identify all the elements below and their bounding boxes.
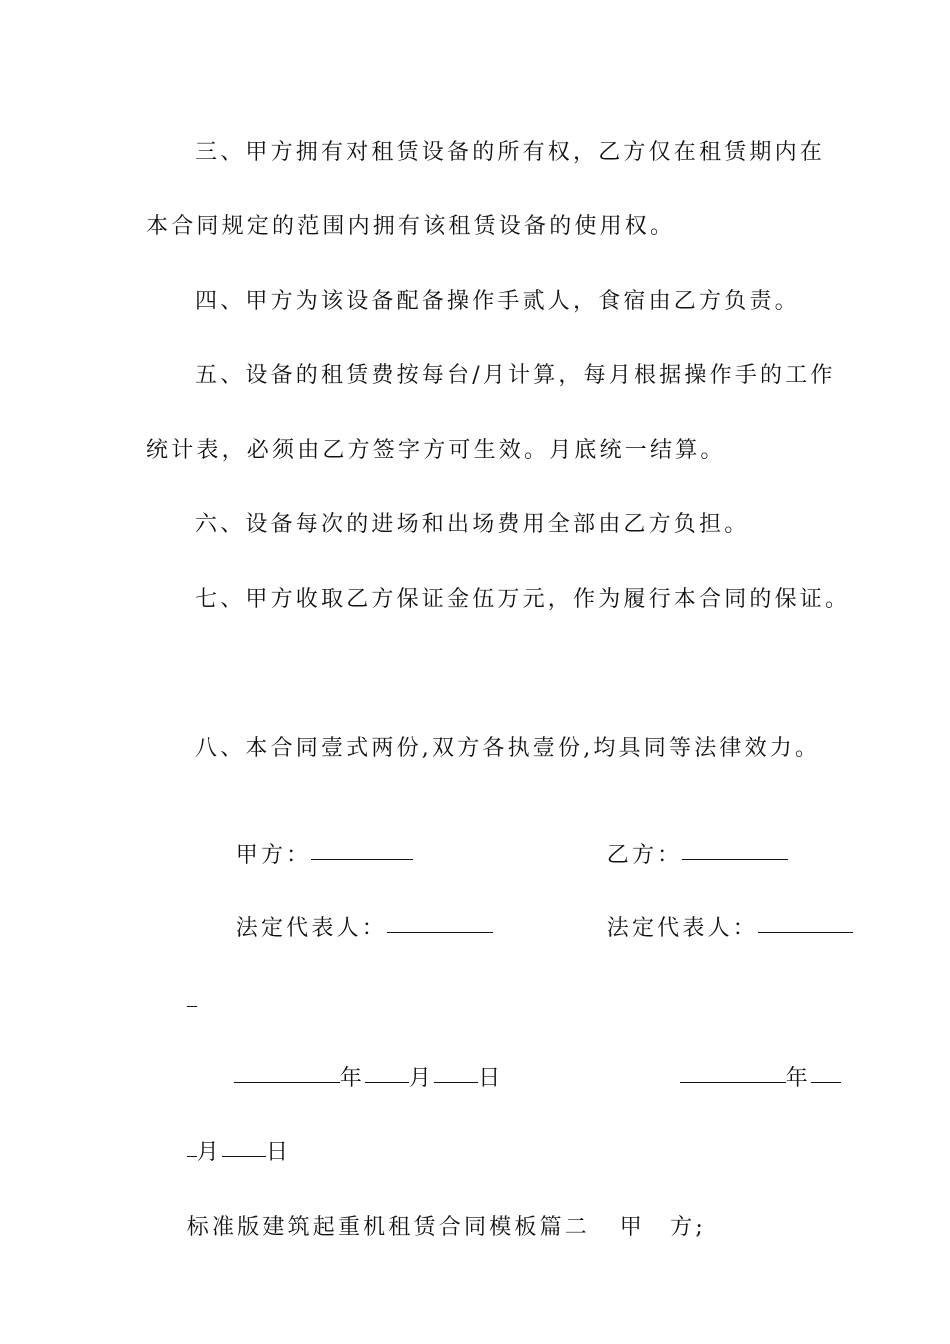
clause-5-line-1: 五、设备的租赁费按每台/月计算，每月根据操作手的工作: [195, 363, 836, 388]
date-a-day-blank: [434, 1081, 478, 1083]
next-party-a-row: [579, 1183, 706, 1273]
date-b-day-label: 日: [265, 1140, 292, 1165]
rep-b-row: [566, 884, 853, 974]
clause-3-line-2: 本合同规定的范围内拥有该租赁设备的使用权。: [146, 214, 676, 239]
next-contract-row: [146, 1183, 590, 1273]
next-contract-title: 标准版建筑起重机租赁合同模板篇二: [186, 1215, 590, 1240]
rep-b-blank-continued: [187, 1005, 197, 1007]
rep-a-label: 法定代表人：: [235, 916, 387, 941]
rep-b-blank-wrap: [146, 958, 197, 1048]
clause-4: 四、甲方为该设备配备操作手贰人，食宿由乙方负责。: [195, 289, 800, 314]
date-b-month-blank: [811, 1081, 841, 1083]
date-a-year-label: 年: [339, 1066, 365, 1091]
clause-8: 八、本合同壹式两份,双方各执壹份,均具同等法律效力。: [195, 736, 821, 761]
date-b-year-blank: [680, 1081, 786, 1083]
party-b-blank: [682, 858, 788, 860]
rep-b-label: 法定代表人：: [606, 916, 758, 941]
date-a-month-label: 月: [408, 1066, 435, 1091]
clause-6: 六、设备每次的进场和出场费用全部由乙方负担。: [195, 512, 750, 537]
date-a-day-label: 日: [478, 1066, 504, 1091]
date-a-month-blank: [365, 1081, 409, 1083]
party-b-label: 乙方：: [606, 843, 683, 868]
clause-3-line-1: 三、甲方拥有对租赁设备的所有权，乙方仅在租赁期内在: [195, 140, 826, 165]
rep-b-blank: [758, 931, 853, 933]
clause-7: 七、甲方收取乙方保证金伍万元，作为履行本合同的保证。: [195, 587, 851, 612]
date-b-day-blank: [222, 1155, 266, 1157]
party-a-blank: [311, 858, 413, 860]
party-a-label: 甲方：: [235, 843, 312, 868]
date-b-year-label: 年: [785, 1066, 811, 1091]
date-b-row: [639, 1034, 841, 1124]
date-b-month-blank-continued: [187, 1155, 197, 1157]
date-b-month-label: 月: [196, 1140, 222, 1165]
rep-a-blank: [387, 931, 493, 933]
rep-a-row: [195, 884, 493, 974]
next-party-a-label: 甲 方;: [619, 1215, 706, 1240]
date-a-year-blank: [234, 1081, 340, 1083]
clause-5-line-2: 统计表，必须由乙方签字方可生效。月底统一结算。: [146, 438, 726, 463]
